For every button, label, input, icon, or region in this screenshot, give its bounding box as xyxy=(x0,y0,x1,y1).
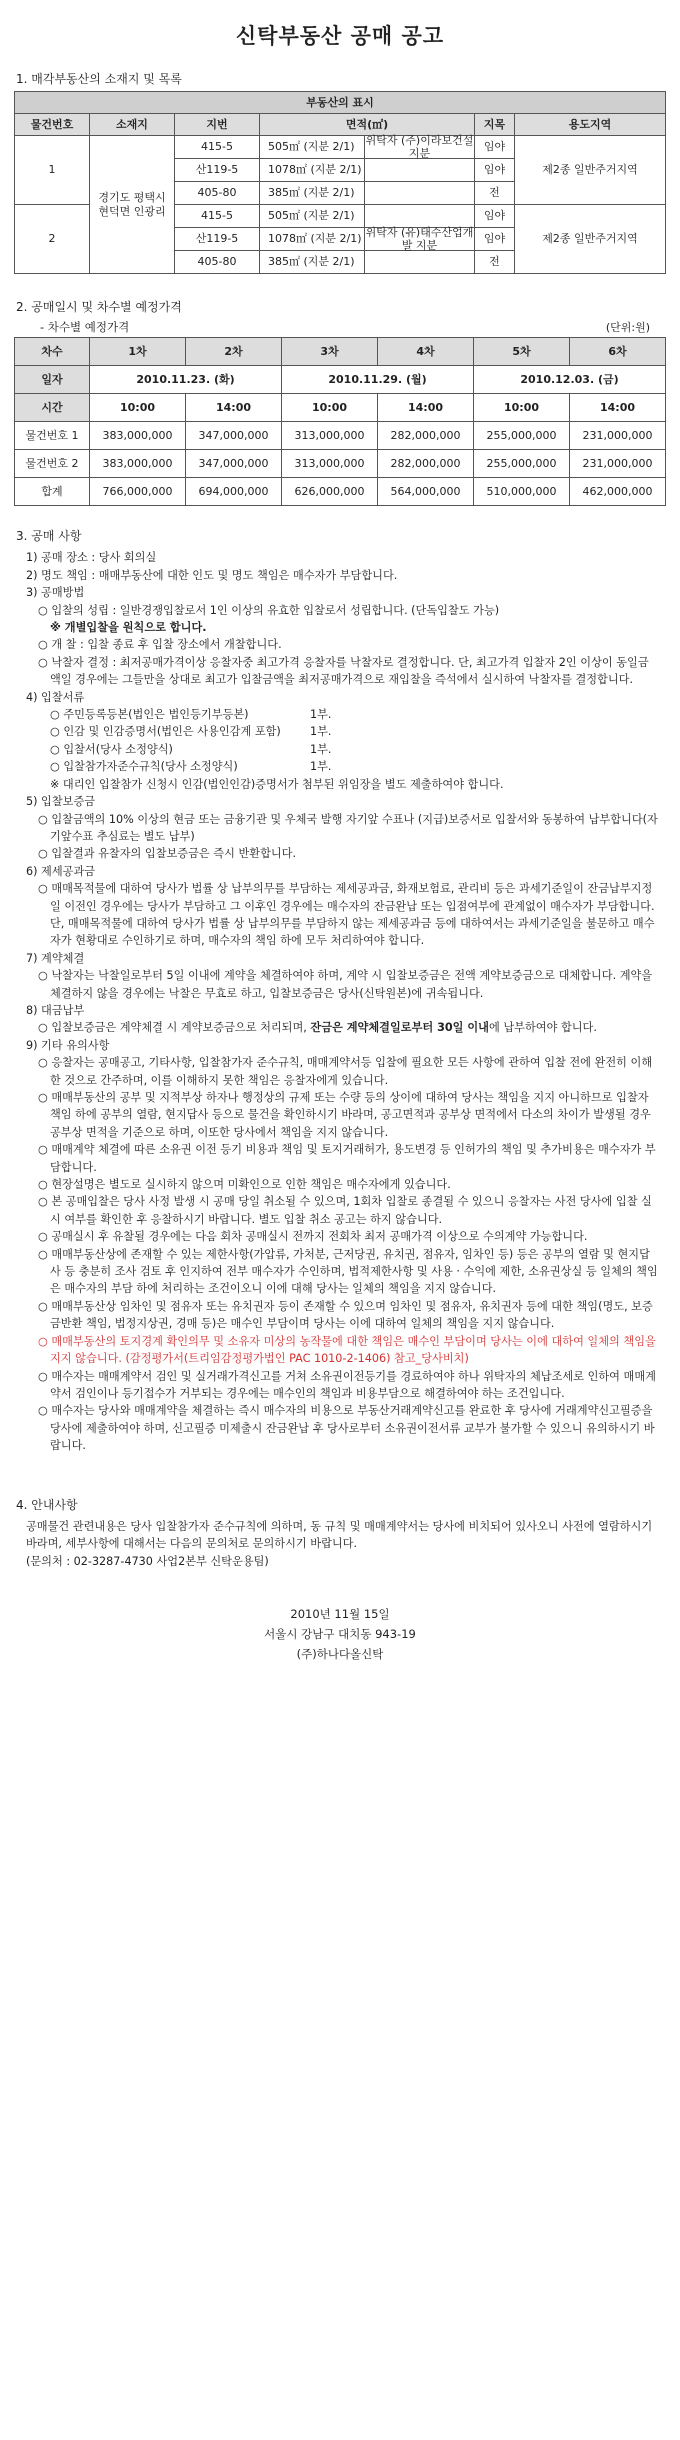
item-delivery: 2) 명도 책임 : 매매부동산에 대한 인도 및 명도 책임은 매수자가 부담합니다. xyxy=(26,568,398,582)
section-3-heading: 3. 공매 사항 xyxy=(16,529,82,543)
price-cell: 255,000,000 xyxy=(474,450,570,478)
date-cell: 2010.12.03. (금) xyxy=(474,366,666,394)
company-name: (주)하나다올신탁 xyxy=(296,1647,384,1662)
time-label: 시간 xyxy=(15,394,90,422)
notice-date: 2010년 11월 15일 xyxy=(290,1607,390,1622)
doc-name: ○ 입찰서(당사 소정양식) xyxy=(50,742,173,756)
time-cell: 14:00 xyxy=(570,394,666,422)
doc-qty: 1부. xyxy=(310,708,332,722)
round-header: 5차 xyxy=(474,338,570,366)
note-item-red: ○ 매매부동산의 토지경계 확인의무 및 소유자 미상의 농작물에 대한 책임은 매수인 부담이며 당사는 이에 대하여 일체의 책임을 지지 않습니다. (감정평가서(트리임감정평가법인 PAC 1010-2-1406) 참고_당사비치) xyxy=(38,1334,656,1366)
area: 1078㎡ (지분 2/1) xyxy=(260,159,365,181)
note-item: ○ 공매실시 후 유찰될 경우에는 다음 회차 공매실시 전까지 전회차 최저 공매가격 이상으로 수의계약 가능합니다. xyxy=(38,1230,588,1244)
date-cell: 2010.11.29. (월) xyxy=(282,366,474,394)
time-cell: 14:00 xyxy=(186,394,282,422)
payment-deadline: 잔금은 계약체결일로부터 30일 이내 xyxy=(310,1021,489,1035)
zone: 제2종 일반주거지역 xyxy=(515,205,666,274)
price-cell: 255,000,000 xyxy=(474,422,570,450)
payment-post: 에 납부하여야 합니다. xyxy=(488,1021,597,1035)
contract-a: ○ 낙찰자는 낙찰일로부터 5일 이내에 계약을 체결하여야 하며, 계약 시 입찰보증금은 전액 계약보증금으로 대체합니다. 계약을 체결하지 않을 경우에는 낙찰은 무효로 하고, 입찰보증금은 당사(신탁원본)에 귀속됩니다. xyxy=(38,969,653,1000)
section-4 xyxy=(14,1497,666,1571)
note-item: ○ 현장설명은 별도로 실시하지 않으며 미확인으로 인한 책임은 매수자에게 있습니다. xyxy=(38,1178,451,1192)
time-cell: 10:00 xyxy=(90,394,186,422)
time-cell: 10:00 xyxy=(474,394,570,422)
date-cell: 2010.11.23. (화) xyxy=(90,366,282,394)
zone: 제2종 일반주거지역 xyxy=(515,136,666,205)
round-header: 6차 xyxy=(570,338,666,366)
lot: 405-80 xyxy=(175,182,260,205)
item-place: 1) 공매 장소 : 당사 회의실 xyxy=(26,551,157,565)
price-cell: 462,000,000 xyxy=(570,478,666,506)
item-deposit: 5) 입찰보증금 xyxy=(26,795,96,809)
row-label: 합계 xyxy=(15,478,90,506)
note-item: ○ 본 공매입찰은 당사 사정 발생 시 공매 당일 취소될 수 있으며, 1회차 입찰로 종결될 수 있으니 응찰자는 사전 당사에 입찰 실시 여부를 확인한 후 응찰하시기 바랍니다. 별도 입찰 취소 공고는 하지 않습니다. xyxy=(38,1195,652,1226)
signature-block xyxy=(14,1604,666,1664)
price-cell: 282,000,000 xyxy=(378,450,474,478)
doc-name: ○ 인감 및 인감증명서(법인은 사용인감계 포함) xyxy=(50,725,281,739)
contact-info: (문의처 : 02-3287-4730 사업2본부 신탁운용팀) xyxy=(26,1554,269,1568)
note-item: ○ 매매계약 체결에 따른 소유권 이전 등기 비용과 책임 및 토지거래허가, 용도변경 등 인허가의 책임 및 추가비용은 매수자가 부담합니다. xyxy=(38,1143,656,1174)
doc-qty: 1부. xyxy=(310,760,332,774)
owner: 위탁자 (주)이라보건설 지분 xyxy=(365,134,474,160)
land-category: 임야 xyxy=(475,159,515,182)
owner: 위탁자 (유)태수산업개발 지분 xyxy=(365,226,474,252)
doc-row xyxy=(50,706,666,723)
col-header: 면적(㎡) xyxy=(260,114,475,136)
company-address: 서울시 강남구 대치동 943-19 xyxy=(264,1627,416,1642)
table-row xyxy=(15,422,666,450)
item-contract: 7) 계약체결 xyxy=(26,951,85,965)
property-table xyxy=(14,91,666,274)
guidance-text: 공매물건 관련내용은 당사 입찰참가자 준수규칙에 의하며, 동 규칙 및 매매계약서는 당사에 비치되어 있사오니 사전에 열람하시기 바라며, 세부사항에 대해서는 다음의 문의처로 문의하시기 바랍니다. xyxy=(26,1519,653,1551)
doc-note: ※ 대리인 입찰참가 신청시 인감(법인인감)증명서가 첨부된 위임장을 별도 제출하여야 합니다. xyxy=(50,777,504,791)
land-category: 임야 xyxy=(475,136,515,159)
price-cell: 347,000,000 xyxy=(186,422,282,450)
property-table-caption: 부동산의 표시 xyxy=(15,92,666,114)
round-header: 4차 xyxy=(378,338,474,366)
land-category: 임야 xyxy=(475,228,515,251)
round-label: 차수 xyxy=(15,338,90,366)
item-method: 3) 공매방법 xyxy=(26,586,85,600)
round-header: 2차 xyxy=(186,338,282,366)
land-category: 전 xyxy=(475,251,515,274)
section-4-heading: 4. 안내사항 xyxy=(16,1497,78,1512)
land-category: 임야 xyxy=(475,205,515,228)
note-item: ○ 매매부동산상 임차인 및 점유자 또는 유치권자 등이 존재할 수 있으며 임차인 및 점유자, 유치권자 등에 대한 책임(명도, 보증금반환 책임, 법정지상권, 경매 등)은 매수인 부담이며 당사는 이에 대하여 일체의 책임을 지지 않습니다. xyxy=(38,1299,653,1331)
section-3 xyxy=(14,528,666,1455)
land-category: 전 xyxy=(475,182,515,205)
time-cell: 10:00 xyxy=(282,394,378,422)
location: 경기도 평택시 현덕면 인광리 xyxy=(90,136,175,274)
date-label: 일자 xyxy=(15,366,90,394)
payment-a xyxy=(38,1019,666,1036)
price-cell: 564,000,000 xyxy=(378,478,474,506)
round-header: 3차 xyxy=(282,338,378,366)
doc-qty: 1부. xyxy=(310,725,332,739)
price-cell: 626,000,000 xyxy=(282,478,378,506)
doc-name: ○ 입찰참가자준수규칙(당사 소정양식) xyxy=(50,760,238,774)
price-cell: 231,000,000 xyxy=(570,450,666,478)
method-opening: ○ 개 찰 : 입찰 종료 후 입찰 장소에서 개찰합니다. xyxy=(38,638,282,652)
price-cell: 231,000,000 xyxy=(570,422,666,450)
row-label: 물건번호 2 xyxy=(15,450,90,478)
doc-row xyxy=(50,723,666,740)
unit-label: (단위:원) xyxy=(605,321,650,334)
note-item: ○ 매수자는 당사와 매매계약을 체결하는 즉시 매수자의 비용으로 부동산거래계약신고를 완료한 후 당사에 거래계약신고필증을 당사에 제출하여야 하며, 신고필증 미제출시 잔금완납 후 당사로부터 소유권이전서류 교부가 불가할 수 있으니 유의하시기 바랍니다. xyxy=(38,1404,655,1453)
area: 385㎡ (지분 2/1) xyxy=(260,182,365,204)
price-cell: 313,000,000 xyxy=(282,422,378,450)
doc-name: ○ 주민등록등본(법인은 법인등기부등본) xyxy=(50,708,249,722)
note-item: ○ 매매부동산의 공부 및 지적부상 하자나 행정상의 규제 또는 수량 등의 상이에 대하여 당사는 책임을 지지 아니하므로 입찰자 책임 하에 공부의 열람, 현지답사 등으로 물건을 확인하시기 바라며, 공고면적과 공부상 면적에서 다소의 차이가 발생될 경우 공부상 면적을 기준으로 하며, 이또한 당사에서 책임을 지지 않습니다. xyxy=(38,1091,651,1139)
price-cell: 383,000,000 xyxy=(90,422,186,450)
lot: 405-80 xyxy=(175,251,260,274)
price-cell: 766,000,000 xyxy=(90,478,186,506)
note-item: ○ 응찰자는 공매공고, 기타사항, 입찰참가자 준수규칙, 매매계약서등 입찰에 필요한 모든 사항에 관하여 입찰 전에 완전히 이해한 것으로 간주하며, 이를 이해하지 못한 책임은 응찰자에게 있습니다. xyxy=(38,1056,653,1087)
price-table xyxy=(14,337,666,506)
price-cell: 383,000,000 xyxy=(90,450,186,478)
round-header: 1차 xyxy=(90,338,186,366)
col-header: 물건번호 xyxy=(15,114,90,136)
taxes-a: ○ 매매목적물에 대하여 당사가 법률 상 납부의무를 부담하는 제세공과금, 화재보험료, 관리비 등은 과세기준일이 잔금납부지정일 이전인 경우에는 당사가 부담하고 그 이후인 경우에는 매수자의 잔금완납 또는 입점여부에 관계없이 매수자가 부담합니다. 단, 매매목적물에 대하여 당사가 법률 상 납부의무를 부담하지 않는 제세공과금 등에 대하여서는 과세기준일을 불문하고 매수자가 현황대로 수인하기로 하며, 매수자의 책임 하에 모두 처리하여야 합니다. xyxy=(38,882,655,948)
item-payment: 8) 대금납부 xyxy=(26,1003,85,1017)
item-documents: 4) 입찰서류 xyxy=(26,690,85,704)
col-header: 지목 xyxy=(475,114,515,136)
col-header: 지번 xyxy=(175,114,260,136)
lot: 415-5 xyxy=(175,205,260,228)
lot: 산119-5 xyxy=(175,228,260,251)
section-2-sub: - 차수별 예정가격 xyxy=(40,320,130,334)
price-cell: 347,000,000 xyxy=(186,450,282,478)
col-header: 용도지역 xyxy=(515,114,666,136)
doc-row xyxy=(50,758,666,775)
page-title: 신탁부동산 공매 공고 xyxy=(235,24,445,48)
deposit-b: ○ 입찰결과 유찰자의 입찰보증금은 즉시 반환합니다. xyxy=(38,847,297,861)
section-1-heading: 1. 매각부동산의 소재지 및 목록 xyxy=(16,72,182,86)
deposit-a: ○ 입찰금액의 10% 이상의 현금 또는 금융기관 및 우체국 발행 자기앞 수표나 (지급)보증서로 입찰서와 동봉하여 납부합니다(자기앞수표 추심료는 별도 납부) xyxy=(38,812,658,843)
table-row xyxy=(15,478,666,506)
row-label: 물건번호 1 xyxy=(15,422,90,450)
note-item: ○ 매수자는 매매계약서 검인 및 실거래가격신고를 거쳐 소유권이전등기를 경료하여야 하나 위탁자의 체납조세로 인하여 매매계약서 검인이나 등기접수가 거부되는 경우에는 매수인의 책임과 비용부담으로 해결하여야 하는 조건입니다. xyxy=(38,1369,656,1400)
item-no: 1 xyxy=(15,136,90,205)
section-2-heading: 2. 공매일시 및 차수별 예정가격 xyxy=(16,300,182,314)
price-cell: 510,000,000 xyxy=(474,478,570,506)
lot: 산119-5 xyxy=(175,159,260,182)
area: 1078㎡ (지분 2/1) xyxy=(260,228,365,250)
item-notes: 9) 기타 유의사항 xyxy=(26,1038,110,1052)
price-cell: 313,000,000 xyxy=(282,450,378,478)
price-cell: 282,000,000 xyxy=(378,422,474,450)
doc-qty: 1부. xyxy=(310,742,332,756)
area: 505㎡ (지분 2/1) xyxy=(260,136,365,158)
table-row xyxy=(15,450,666,478)
doc-row xyxy=(50,741,666,758)
method-individual: ※ 개별입찰을 원칙으로 합니다. xyxy=(50,621,207,635)
item-taxes: 6) 제세공과금 xyxy=(26,864,96,878)
lot: 415-5 xyxy=(175,136,260,159)
payment-pre: ○ 입찰보증금은 계약체결 시 계약보증금으로 처리되며, xyxy=(38,1021,311,1035)
area: 505㎡ (지분 2/1) xyxy=(260,205,365,227)
col-header: 소재지 xyxy=(90,114,175,136)
note-item: ○ 매매부동산상에 존재할 수 있는 제한사항(가압류, 가처분, 근저당권, 유치권, 점유자, 임차인 등) 등은 공부의 열람 및 현지답사 등 충분히 조사 검토 후 인지하여 전부 매수자가 수인하며, 법적제한사항 및 사용 · 수익에 제한, 소유권상실 등 일체의 책임은 매수자의 부담 하에 처리하는 조건이오니 이에 대해 당사는 일체의 책임을 지지 않습니다. xyxy=(38,1247,658,1296)
price-cell: 694,000,000 xyxy=(186,478,282,506)
method-establish: ○ 입찰의 성립 : 일반경쟁입찰로서 1인 이상의 유효한 입찰로서 성립합니다. (단독입찰도 가능) xyxy=(38,603,500,617)
area: 385㎡ (지분 2/1) xyxy=(260,251,365,273)
time-cell: 14:00 xyxy=(378,394,474,422)
item-no: 2 xyxy=(15,205,90,274)
method-winner: ○ 낙찰자 결정 : 최저공매가격이상 응찰자중 최고가격 응찰자를 낙찰자로 결정합니다. 단, 최고가격 입찰자 2인 이상이 동일금액일 경우에는 그들만을 상대로 최고가 입찰금액을 최저공매가격으로 재입찰을 즉석에서 실시하여 낙찰자를 결정합니다. xyxy=(38,655,649,687)
